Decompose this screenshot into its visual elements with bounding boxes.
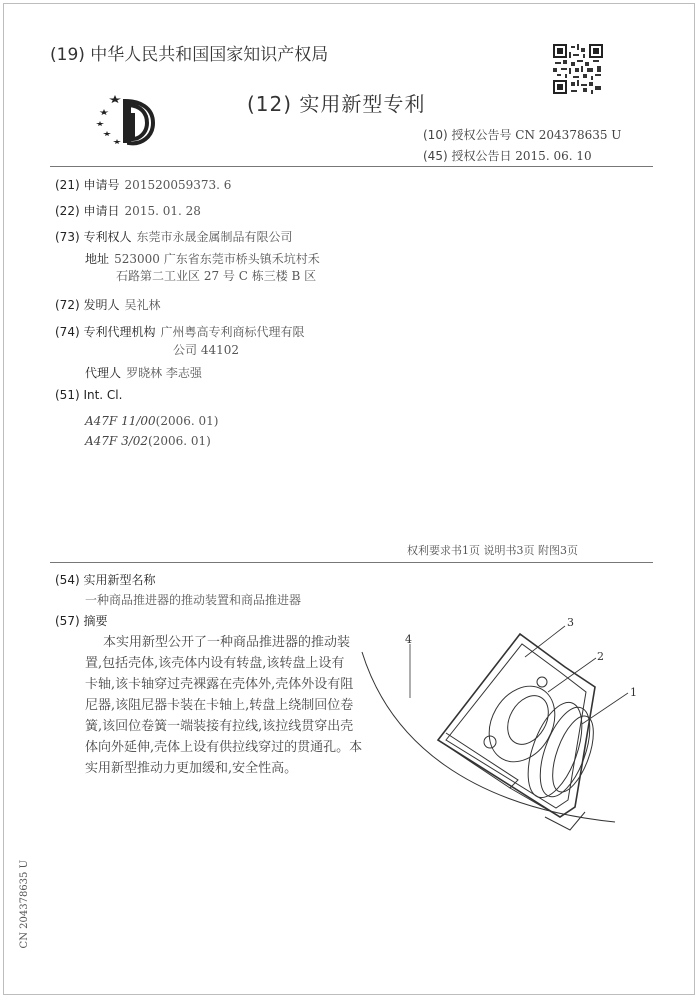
agent-label: 代理人 <box>85 366 122 380</box>
address-line-2: 石路第二工业区 27 号 C 栋三楼 B 区 <box>116 269 317 283</box>
ipc-code: A47F 11/00 <box>85 414 156 428</box>
inventor-value: 吴礼林 <box>124 298 161 312</box>
drawing-label-3: 3 <box>567 616 574 629</box>
abstract-line: 置,包括壳体,该壳体内设有转盘,该转盘上设有 <box>85 656 345 671</box>
abstract-line: 簧,该回位卷簧一端装接有拉线,该拉线贯穿出壳 <box>85 719 354 734</box>
ipc-version: (2006. 01) <box>155 414 219 428</box>
utility-model-title: 一种商品推进器的推动装置和商品推进器 <box>85 593 302 607</box>
pub-no-label: (10) 授权公告号 <box>423 128 512 142</box>
qr-code-icon <box>553 44 603 94</box>
header-divider <box>50 166 653 167</box>
office-name: (19) 中华人民共和国国家知识产权局 <box>50 45 329 65</box>
cnipa-logo-icon <box>95 93 157 151</box>
intcl-label: (51) Int. Cl. <box>55 388 123 402</box>
title-label: (54) 实用新型名称 <box>55 573 156 587</box>
section-divider <box>50 562 653 563</box>
agent-row <box>85 362 202 381</box>
app-no-value: 201520059373. 6 <box>124 178 232 192</box>
document-type: (12) 实用新型专利 <box>247 92 426 116</box>
ipc-row-1 <box>85 410 218 429</box>
pub-date-row <box>423 147 592 164</box>
drawing-label-2: 2 <box>597 650 604 663</box>
pages-summary: 权利要求书1页 说明书3页 附图3页 <box>407 544 578 557</box>
app-date-label: (22) 申请日 <box>55 204 120 218</box>
app-date-row <box>55 200 201 219</box>
agency-row <box>55 321 305 340</box>
abstract-line: 本实用新型公开了一种商品推进器的推动装 <box>103 635 351 650</box>
address-row <box>85 248 320 267</box>
agent-value: 罗晓林 李志强 <box>126 366 202 380</box>
address-line-1: 523000 广东省东莞市桥头镇禾坑村禾 <box>114 252 320 266</box>
drawing-label-4: 4 <box>405 633 412 646</box>
agency-line-1: 广州粤高专利商标代理有限 <box>160 325 305 339</box>
agency-line-2: 公司 44102 <box>173 343 239 357</box>
abstract-line: 尼器,该阻尼器卡装在卡轴上,转盘上绕制回位卷 <box>85 698 354 713</box>
pub-date-value: 2015. 06. 10 <box>515 149 592 163</box>
abstract-line: 体向外延伸,壳体上设有供拉线穿过的贯通孔。本 <box>85 740 363 755</box>
patentee-value: 东莞市永晟金属制品有限公司 <box>136 230 293 244</box>
side-publication-number: CN 204378635 U <box>19 860 30 949</box>
pub-date-label: (45) 授权公告日 <box>423 149 512 163</box>
abstract-line: 实用新型推动力更加缓和,安全性高。 <box>85 761 298 776</box>
agency-label: (74) 专利代理机构 <box>55 325 156 339</box>
drawing-label-1: 1 <box>630 686 637 699</box>
patentee-label: (73) 专利权人 <box>55 230 132 244</box>
app-date-value: 2015. 01. 28 <box>124 204 201 218</box>
ipc-code: A47F 3/02 <box>85 434 149 448</box>
patentee-row <box>55 226 293 245</box>
inventor-label: (72) 发明人 <box>55 298 120 312</box>
abstract-line: 卡轴,该卡轴穿过壳裸露在壳体外,壳体外设有阻 <box>85 677 354 692</box>
address-label: 地址 <box>85 252 110 266</box>
pub-no-row <box>423 126 621 143</box>
app-no-label: (21) 申请号 <box>55 178 120 192</box>
ipc-row-2 <box>85 430 211 449</box>
app-no-row <box>55 174 231 193</box>
abstract-label: (57) 摘要 <box>55 614 108 628</box>
inventor-row <box>55 294 161 313</box>
pub-no-value: CN 204378635 U <box>515 128 622 142</box>
ipc-version: (2006. 01) <box>148 434 211 448</box>
